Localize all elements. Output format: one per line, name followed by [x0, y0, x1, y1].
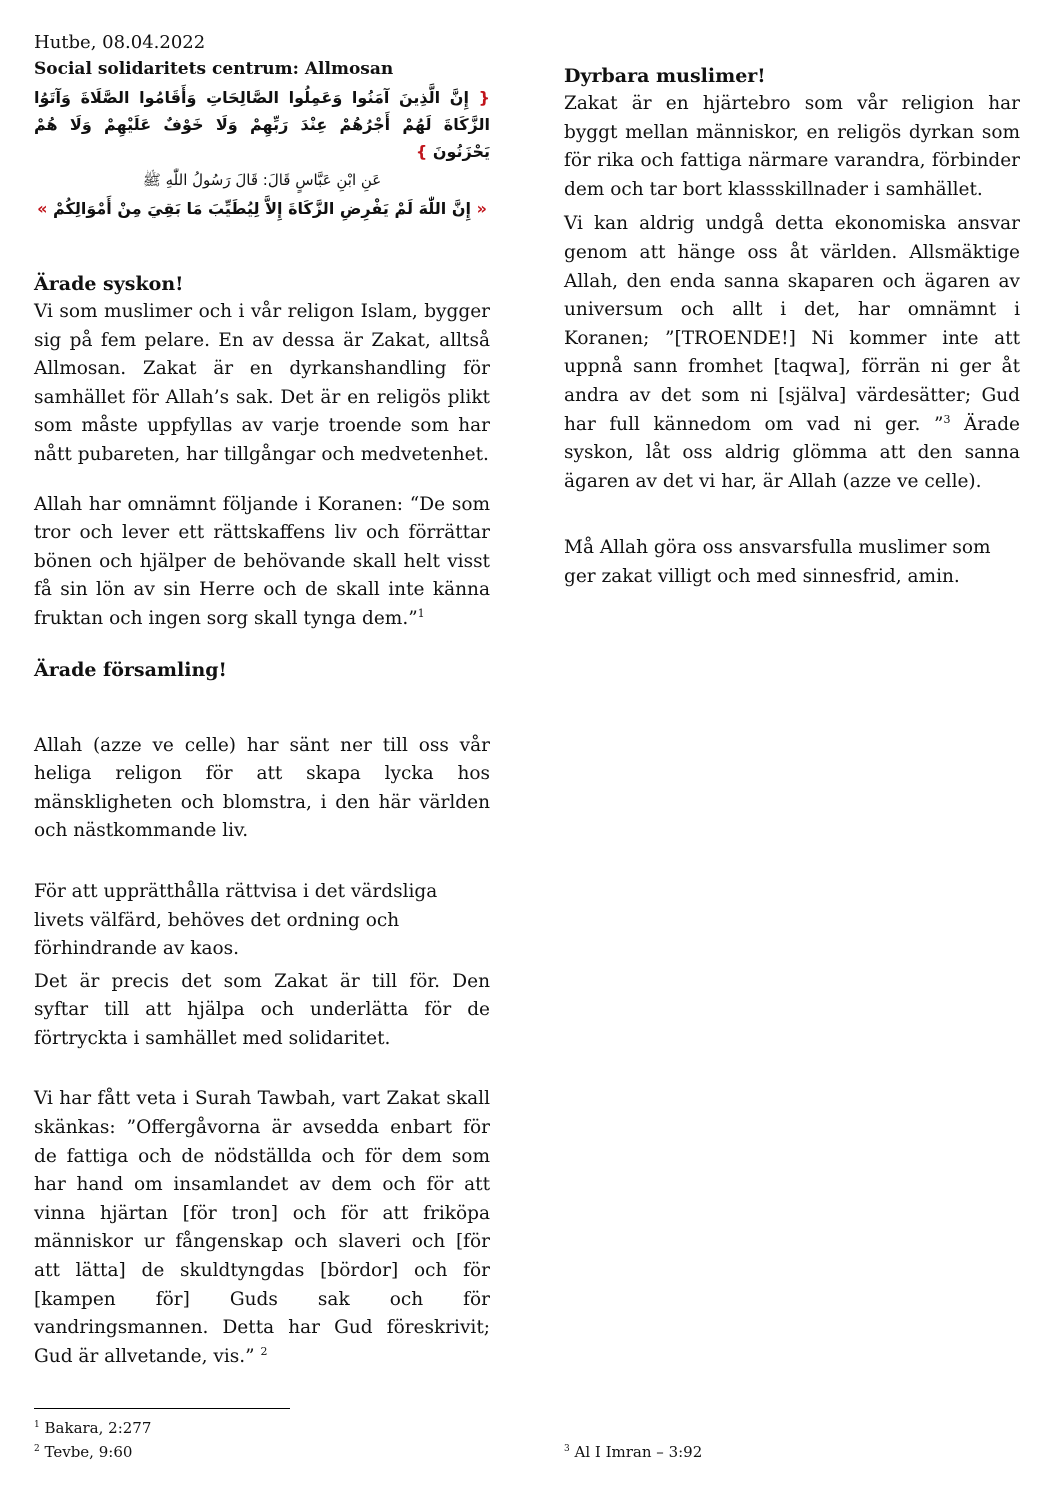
paragraph-justice: För att upprätthålla rättvisa i det värdsliga livets välfärd, behöves det ordning och förhindrande av kaos.: [34, 880, 438, 960]
footnote-divider: [34, 1408, 290, 1409]
footnote-2-number: 2: [34, 1444, 40, 1454]
footnote-1: [34, 1418, 151, 1438]
footnote-ref-3: 3: [943, 412, 951, 426]
hadith-close-quote: »: [37, 199, 48, 218]
paragraph-pillars: Vi som muslimer och i vår religon Islam, bygger sig på fem pelare. En av dessa är Zakat, alltså Allmosan. Zakat är en dyrkanshandling för samhället för Allah’s sak. Det är en religös plikt som måste uppfyllas av varje troende som har nått pubareten, har tillgångar och medvetenhet.: [34, 301, 490, 465]
footnote-2-text: Tevbe, 9:60: [44, 1443, 133, 1461]
paragraph-religion: Allah (azze ve celle) har sänt ner till oss vår heliga religon för att skapa lycka hos mänskligheten och blomstra, i den här världen och nästkommande liv.: [34, 734, 490, 842]
left-column: [34, 30, 490, 1371]
paragraph-surah-tawbah: [34, 1085, 490, 1371]
footnote-1-number: 1: [34, 1420, 40, 1430]
paragraph-dua: Må Allah göra oss ansvarsfulla muslimer som ger zakat villigt och med sinnesfrid, amin.: [564, 537, 991, 587]
right-column: [564, 62, 1020, 592]
footnote-2: [34, 1442, 132, 1462]
footnote-ref-1: 1: [417, 606, 425, 620]
hadith-narrator: عَنِ ابْنِ عَبَّاسٍ قَالَ: قَالَ رَسُولُ اللّٰهِ ﷺ: [142, 171, 382, 189]
heading-dyrbara-muslimer: Dyrbara muslimer!: [564, 65, 766, 87]
heading-arade-syskon: Ärade syskon!: [34, 273, 184, 295]
hadith-text: إِنَّ اللّٰهَ لَمْ يَفْرِضِ الزَّكَاةَ إِلاَّ لِيُطَيِّبَ مَا بَقِيَ مِنْ أَمْوَالِكُمْ: [52, 199, 471, 218]
responsibility-text: Vi kan aldrig undgå detta ekonomiska ansvar genom att hänge oss åt världen. Allsmäktige Allah, den enda sanna skaparen och ägaren av universum och allt i det, har omnämnt i Koranen; ”[TROENDE!] Ni kommer inte att uppnå sann fromhet [taqwa], förrän ni ger åt andra av det som ni [själva] värdesätter; Gud har full kännedom om vad ni ger. ”: [564, 213, 1020, 435]
verse-close-bracket: }: [415, 142, 428, 161]
footnote-3-text: Al I Imran – 3:92: [574, 1443, 703, 1461]
footnote-1-text: Bakara, 2:277: [44, 1419, 152, 1437]
paragraph-quran-quote: [34, 491, 490, 634]
verse-open-bracket: {: [478, 88, 490, 107]
date-line: Hutbe, 08.04.2022: [34, 32, 206, 53]
hadith: [34, 195, 490, 222]
footnote-3-number: 3: [564, 1444, 570, 1454]
responsibility-text-end: Ärade syskon, låt oss aldrig glömma att den sanna ägaren av det vi har, är Allah (azze ve celle).: [564, 413, 1020, 492]
heading-arade-forsamling: Ärade församling!: [34, 658, 227, 681]
verse-text: إِنَّ الَّذِينَ آمَنُوا وَعَمِلُوا الصَّالِحَاتِ وَأَقَامُوا الصَّلَاةَ وَآتَوُا الزَّكَاةَ لَهُمْ أَجْرُهُمْ عِنْدَ رَبِّهِمْ وَلَا خَوْفٌ عَلَيْهِمْ وَلَا هُمْ يَحْزَنُونَ: [34, 88, 490, 161]
quran-quote-text: Allah har omnämnt följande i Koranen: “De som tror och lever ett rättskaffens liv och förrättar bönen och hjälper de behövande skall helt visst få sin lön av sin Herre och de skall inte känna fruktan och ingen sorg skall tynga dem.”: [34, 493, 490, 629]
paragraph-heart-bridge: Zakat är en hjärtebro som vår religion har byggt mellan människor, en religös dyrkan som för rika och fattiga närmare varandra, förbinder dem och tar bort klassskillnader i samhället.: [564, 93, 1020, 200]
paragraph-zakat-purpose: Det är precis det som Zakat är till för. Den syftar till att hjälpa och underlätta för de förtryckta i samhället med solidaritet.: [34, 970, 490, 1049]
footnote-ref-2: 2: [260, 1344, 268, 1358]
hadith-open-quote: «: [476, 199, 487, 218]
sermon-title: Social solidaritets centrum: Allmosan: [34, 59, 394, 79]
quran-verse: [34, 84, 490, 165]
paragraph-responsibility: [564, 210, 1020, 496]
footnote-3: [564, 1442, 702, 1462]
surah-tawbah-text: Vi har fått veta i Surah Tawbah, vart Zakat skall skänkas: ”Offergåvorna är avsedda enbart för de fattiga och de nödställda och för dem som har hand om insamlandet av dem och för att vinna hjärtan [för tron] och för att friköpa människor ur fångenskap och slaveri och [för att lätta] de skuldtyngdas [bördor] och för [kampen för] Guds sak och för vandringsmannen. Detta har Gud föreskrivit; Gud är allvetande, vis.”: [34, 1088, 490, 1367]
